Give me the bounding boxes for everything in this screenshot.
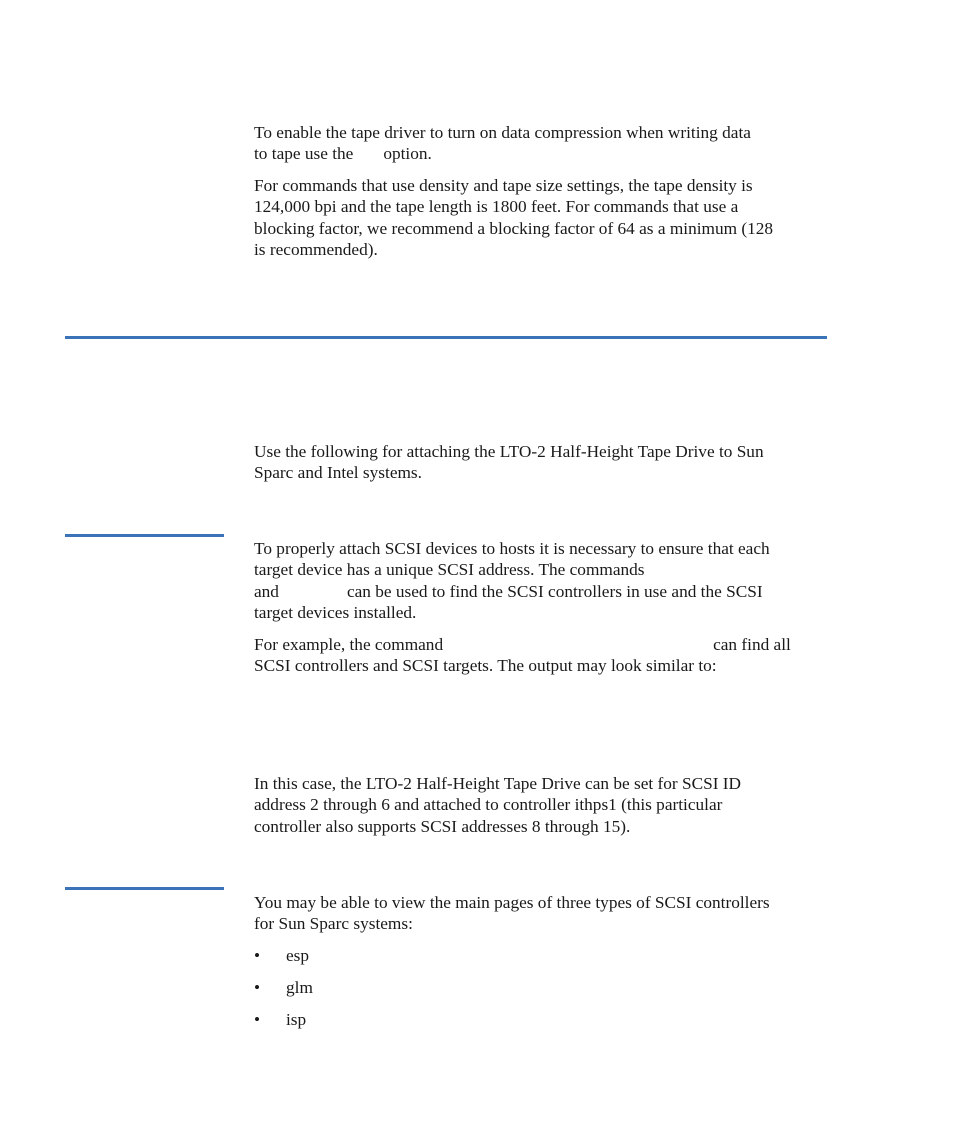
list-item-label: glm — [286, 978, 313, 997]
text-line: To enable the tape driver to turn on data compression when writing data — [254, 123, 751, 142]
text-line: Use the following for attaching the LTO-2 Half-Height Tape Drive to Sun — [254, 442, 764, 461]
text-line: In this case, the LTO-2 Half-Height Tape Drive can be set for SCSI ID — [254, 774, 742, 793]
list-item-label: isp — [286, 1010, 307, 1029]
text-line — [254, 581, 829, 602]
paragraph-scsi-address — [254, 538, 829, 624]
text-fragment: For example, the command — [254, 635, 444, 654]
text-fragment: can find all — [713, 635, 791, 654]
text-fragment: to tape use the — [254, 144, 354, 164]
text-line — [254, 634, 829, 655]
text-line: 124,000 bpi and the tape length is 1800 feet. For commands that use a — [254, 197, 739, 217]
text-line: target device has a unique SCSI address. The commands — [254, 560, 645, 580]
subsection-rule — [65, 887, 224, 890]
paragraph-example — [254, 634, 829, 677]
text-line: To properly attach SCSI devices to hosts it is necessary to ensure that each — [254, 539, 770, 558]
subsection-rule — [65, 534, 224, 537]
list-item-label: esp — [286, 946, 310, 965]
text-fragment: option. — [383, 144, 432, 164]
bullet-icon: • — [254, 978, 261, 997]
bullet-icon: • — [254, 946, 261, 965]
text-line: for Sun Sparc systems: — [254, 914, 413, 934]
paragraph-attach — [254, 441, 829, 484]
text-line — [254, 143, 829, 164]
paragraph-density — [254, 175, 829, 261]
text-line: You may be able to view the main pages of three types of SCSI controllers — [254, 893, 770, 912]
paragraph-compression — [254, 122, 829, 165]
text-line: Sparc and Intel systems. — [254, 463, 422, 483]
paragraph-man-pages — [254, 892, 829, 935]
text-line: For commands that use density and tape size settings, the tape density is — [254, 176, 753, 195]
text-fragment: and — [254, 581, 279, 601]
bullet-icon: • — [254, 1010, 261, 1029]
text-line: blocking factor, we recommend a blocking factor of 64 as a minimum (128 — [254, 218, 774, 238]
text-line: SCSI controllers and SCSI targets. The output may look similar to: — [254, 656, 717, 676]
section-divider — [65, 336, 827, 339]
text-line: address 2 through 6 and attached to controller ithps1 (this particular — [254, 795, 723, 815]
text-fragment: can be used to find the SCSI controllers in use and the SCSI — [346, 581, 763, 601]
paragraph-case — [254, 773, 829, 837]
text-line: target devices installed. — [254, 603, 417, 623]
text-line: is recommended). — [254, 240, 378, 260]
text-line: controller also supports SCSI addresses 8 through 15). — [254, 816, 631, 836]
